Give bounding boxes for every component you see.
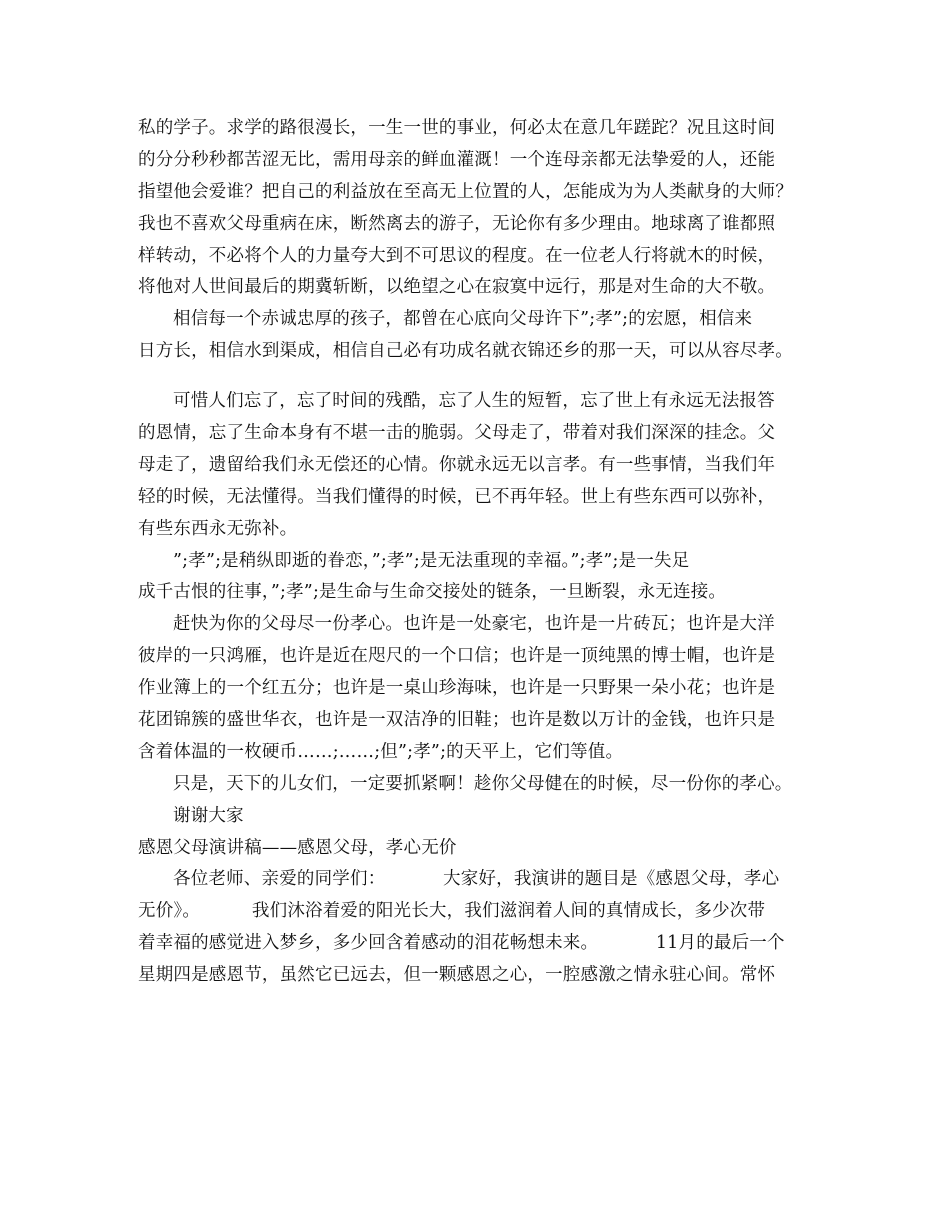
text-line: 彼岸的一只鸿雁，也许是近在咫尺的一个口信；也许是一顶纯黑的博士帽，也许是 [138, 646, 776, 667]
paragraph-gap [138, 368, 838, 386]
text-line: 作业簿上的一个红五分；也许是一桌山珍海味，也许是一只野果一朵小花；也许是 [138, 678, 776, 699]
body-text [138, 113, 838, 992]
text-line: 日方长，相信水到渠成，相信自己必有功成名就衣锦还乡的那一天，可以从容尽孝。 [138, 341, 793, 362]
section-title: 感恩父母演讲稿——感恩父母，孝心无价 [138, 837, 457, 858]
text-line: 指望他会爱谁？把自己的利益放在至高无上位置的人，怎能成为为人类献身的大师？ [138, 181, 793, 202]
text-line: 谢谢大家 [173, 805, 244, 826]
text-line: 私的学子。求学的路很漫长，一生一世的事业，何必太在意几年蹉跎？况且这时间 [138, 118, 776, 138]
text-line: 相信每一个赤诚忠厚的孩子，都曾在心底向父母许下”;孝”;的宏愿，相信来 [173, 309, 753, 330]
text-line: 样转动，不必将个人的力量夸大到不可思议的程度。在一位老人行将就木的时候， [138, 245, 776, 266]
text-line: 我也不喜欢父母重病在床，断然离去的游子，无论你有多少理由。地球离了谁都照 [138, 213, 776, 234]
text-line: 着幸福的感觉进入梦乡，多少回含着感动的泪花畅想未来。 11月的最后一个 [138, 933, 785, 954]
text-line: 母走了，遗留给我们永无偿还的心情。你就永远无以言孝。有一些事情，当我们年 [138, 454, 776, 475]
text-line: 将他对人世间最后的期冀斩断，以绝望之心在寂寞中远行，那是对生命的大不敬。 [138, 277, 776, 298]
text-line: 各位老师、亲爱的同学们： 大家好，我演讲的题目是《感恩父母，孝心 [173, 869, 780, 890]
text-line: 成千古恨的往事，”;孝”;是生命与生命交接处的链条，一旦断裂，永无连接。 [138, 582, 727, 603]
text-line: 含着体温的一枚硬币……;……;但”;孝”;的天平上，它们等值。 [138, 741, 624, 762]
text-line: 的恩情，忘了生命本身有不堪一击的脆弱。父母走了，带着对我们深深的挂念。父 [138, 423, 776, 444]
text-line: 的分分秒秒都苦涩无比，需用母亲的鲜血灌溉！一个连母亲都无法挚爱的人，还能 [138, 149, 776, 170]
text-line: 无价》。 我们沐浴着爱的阳光长大，我们滋润着人间的真情成长，多少次带 [138, 901, 766, 922]
text-line: 只是，天下的儿女们，一定要抓紧啊！趁你父母健在的时候，尽一份你的孝心。 [173, 773, 793, 794]
text-line: 有些东西永无弥补。 [138, 518, 298, 539]
text-line: 花团锦簇的盛世华衣，也许是一双洁净的旧鞋；也许是数以万计的金钱，也许只是 [138, 710, 776, 731]
text-line: 星期四是感恩节，虽然它已远去，但一颗感恩之心，一腔感激之情永驻心间。常怀 [138, 965, 776, 986]
text-line: ”;孝”;是稍纵即逝的眷恋，”;孝”;是无法重现的幸福。”;孝”;是一失足 [173, 550, 690, 571]
text-line: 轻的时候，无法懂得。当我们懂得的时候，已不再年轻。世上有些东西可以弥补， [138, 486, 776, 507]
text-line: 赶快为你的父母尽一份孝心。也许是一处豪宅，也许是一片砖瓦；也许是大洋 [173, 614, 775, 635]
text-line: 可惜人们忘了，忘了时间的残酷，忘了人生的短暂，忘了世上有永远无法报答 [173, 391, 775, 412]
